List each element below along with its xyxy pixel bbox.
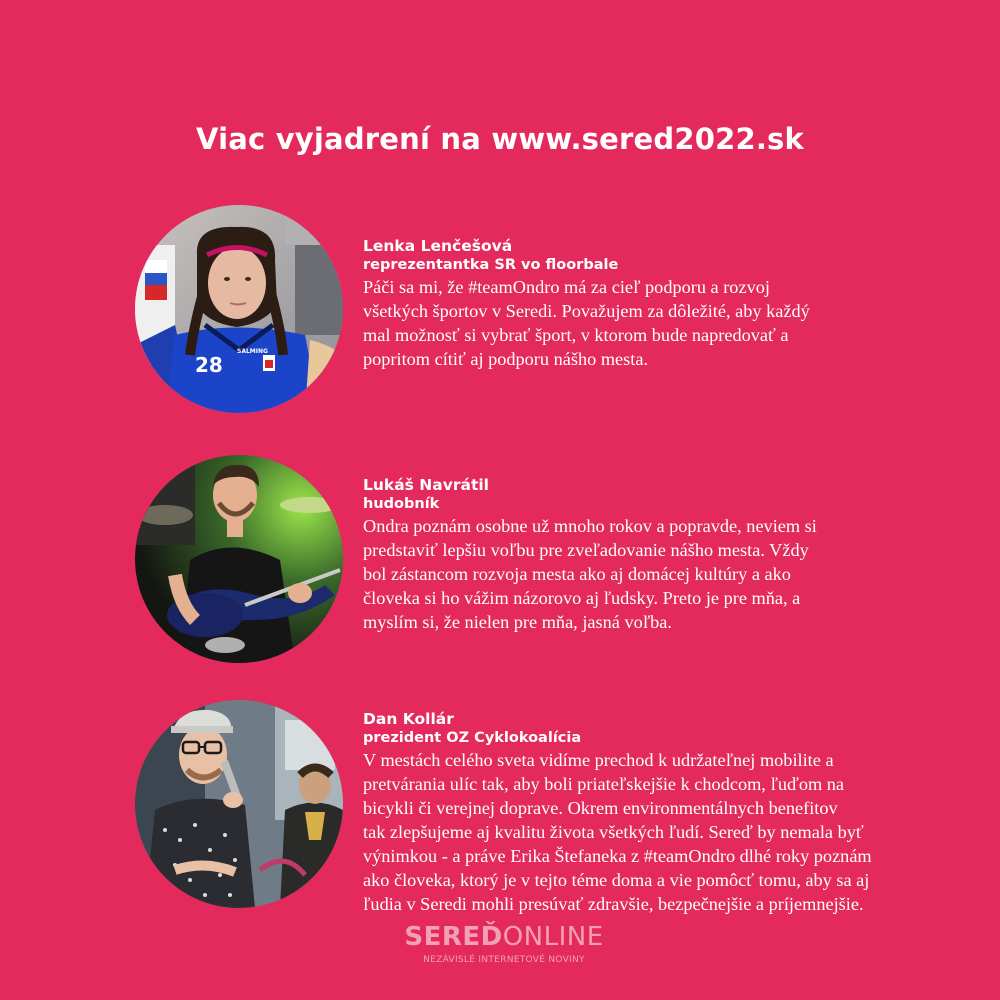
- quote-author-name: Lenka Lenčešová: [363, 237, 513, 255]
- avatar-photo-lencesova: [135, 205, 343, 413]
- quote-line: výnimkou - a práve Erika Štefaneka z #teamOndro dlhé roky poznám: [363, 846, 872, 866]
- watermark-logo-bold: SEREĎ: [404, 922, 503, 952]
- watermark-logo-text: [399, 921, 609, 953]
- headline: Viac vyjadrení na www.sered2022.sk: [195, 122, 805, 156]
- watermark-tagline: NEZÁVISLÉ INTERNETOVÉ NOVINY: [423, 955, 585, 965]
- quote-line: pretvárania ulíc tak, aby boli priateľskejšie k chodcom, ľuďom na: [363, 774, 845, 794]
- jersey-number: 28: [195, 353, 223, 377]
- quote-text: [363, 748, 933, 916]
- quote-line: ľudia v Seredi mohli presúvať zdravšie, bezpečnejšie a príjemnejšie.: [363, 894, 864, 914]
- avatar-photo-kollar: [135, 700, 343, 908]
- quote-author-role: hudobník: [363, 496, 440, 512]
- quote-line: všetkých športov v Seredi. Považujem za dôležité, aby každý: [363, 301, 810, 321]
- quote-text: [363, 514, 933, 634]
- quote-line: človeka si ho vážim názorovo aj ľudsky. Preto je pre mňa, a: [363, 588, 801, 608]
- quote-line: Ondra poznám osobne už mnoho rokov a popravde, neviem si: [363, 516, 817, 536]
- quote-author-name: Lukáš Navrátil: [363, 476, 489, 494]
- jersey-brand: SALMING: [237, 348, 268, 355]
- quote-author-role: reprezentantka SR vo floorbale: [363, 257, 619, 273]
- avatar-photo-navratil: [135, 455, 343, 663]
- quote-line: mal možnosť si vybrať šport, v ktorom bude napredovať a: [363, 325, 789, 345]
- quote-line: popritom cítiť aj podporu nášho mesta.: [363, 349, 649, 369]
- quote-text: [363, 275, 933, 371]
- quote-author-role: prezident OZ Cyklokoalícia: [363, 730, 582, 746]
- quote-line: V mestách celého sveta vidíme prechod k udržateľnej mobilite a: [363, 750, 834, 770]
- quote-line: tak zlepšujeme aj kvalitu života všetkých ľudí. Sereď by nemala byť: [363, 822, 864, 842]
- watermark-logo-light: ONLINE: [502, 922, 604, 952]
- quote-author-name: Dan Kollár: [363, 710, 454, 728]
- quote-line: Páči sa mi, že #teamOndro má za cieľ podporu a rozvoj: [363, 277, 770, 297]
- watermark-logo: [399, 921, 609, 965]
- quote-line: myslím si, že nielen pre mňa, jasná voľba.: [363, 612, 672, 632]
- quote-line: ako človeka, ktorý je v tejto téme doma a vie pomôcť tomu, aby sa aj: [363, 870, 870, 890]
- quote-line: bol zástancom rozvoja mesta ako aj domácej kultúry a ako: [363, 564, 791, 584]
- quote-line: bicykli či verejnej doprave. Okrem environmentálnych benefitov: [363, 798, 838, 818]
- quote-line: predstaviť lepšiu voľbu pre zveľadovanie nášho mesta. Vždy: [363, 540, 809, 560]
